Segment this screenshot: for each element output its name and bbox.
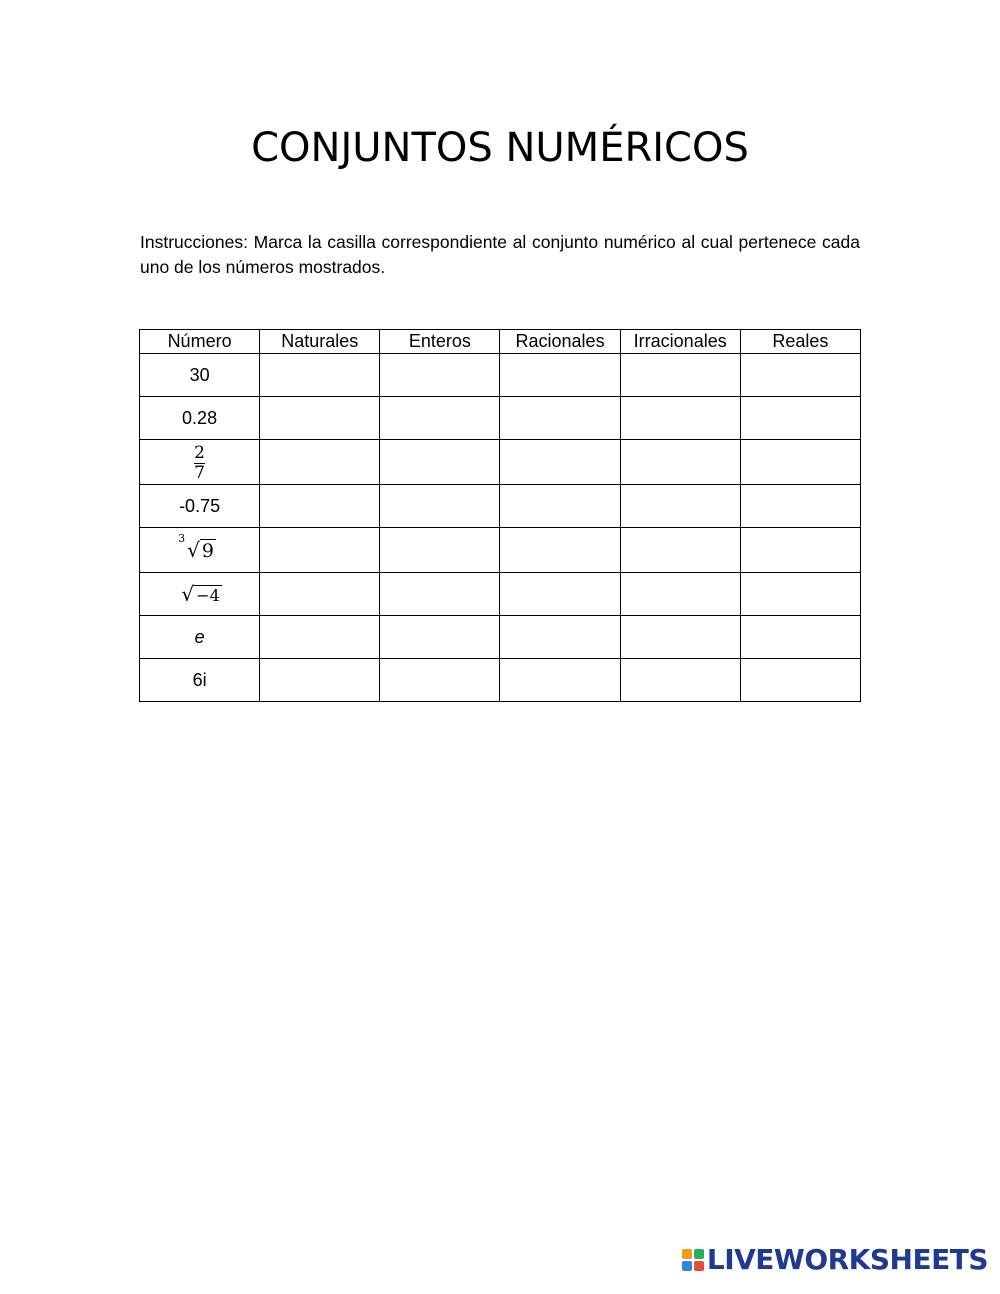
answer-cell-racionales[interactable] [500, 616, 620, 659]
answer-cell-irracionales[interactable] [620, 616, 740, 659]
table-row [140, 485, 861, 528]
number-sets-table [139, 329, 861, 702]
radical-sign: √ [181, 582, 195, 606]
table-row [140, 659, 861, 702]
number-cell: 0.28 [140, 397, 260, 440]
header-reales: Reales [740, 330, 860, 354]
table-row [140, 440, 861, 485]
fraction-denominator: 7 [194, 463, 205, 483]
number-cell [140, 528, 260, 573]
logo-tile [682, 1261, 692, 1271]
answer-cell-naturales[interactable] [260, 485, 380, 528]
answer-cell-enteros[interactable] [380, 616, 500, 659]
number-cell: e [140, 616, 260, 659]
answer-cell-naturales[interactable] [260, 573, 380, 616]
answer-cell-reales[interactable] [740, 528, 860, 573]
square-root [177, 582, 221, 606]
answer-cell-naturales[interactable] [260, 616, 380, 659]
number-cell [140, 573, 260, 616]
header-naturales: Naturales [260, 330, 380, 354]
answer-cell-enteros[interactable] [380, 528, 500, 573]
answer-cell-racionales[interactable] [500, 528, 620, 573]
answer-cell-irracionales[interactable] [620, 354, 740, 397]
cube-root [178, 532, 216, 562]
answer-cell-enteros[interactable] [380, 354, 500, 397]
header-numero: Número [140, 330, 260, 354]
answer-cell-racionales[interactable] [500, 354, 620, 397]
logo-text: LIVEWORKSHEETS [706, 1243, 988, 1276]
table-row [140, 528, 861, 573]
answer-cell-racionales[interactable] [500, 485, 620, 528]
answer-cell-naturales[interactable] [260, 440, 380, 485]
table-row [140, 573, 861, 616]
answer-cell-irracionales[interactable] [620, 528, 740, 573]
answer-cell-racionales[interactable] [500, 573, 620, 616]
answer-cell-reales[interactable] [740, 659, 860, 702]
answer-cell-naturales[interactable] [260, 659, 380, 702]
answer-cell-naturales[interactable] [260, 354, 380, 397]
radical-sign: √ [187, 538, 200, 562]
answer-cell-enteros[interactable] [380, 397, 500, 440]
liveworksheets-logo [682, 1243, 988, 1276]
answer-cell-reales[interactable] [740, 354, 860, 397]
answer-cell-racionales[interactable] [500, 659, 620, 702]
answer-cell-racionales[interactable] [500, 440, 620, 485]
answer-cell-irracionales[interactable] [620, 485, 740, 528]
answer-cell-enteros[interactable] [380, 440, 500, 485]
fraction [194, 445, 205, 482]
logo-tile [694, 1261, 704, 1271]
header-irracionales: Irracionales [620, 330, 740, 354]
root-index: 3 [178, 532, 186, 545]
answer-cell-reales[interactable] [740, 616, 860, 659]
instructions-text: Instrucciones: Marca la casilla correspondiente al conjunto numérico al cual pertenece cada uno de los números mostrados. [140, 232, 860, 277]
answer-cell-reales[interactable] [740, 573, 860, 616]
logo-tile [682, 1249, 692, 1259]
header-racionales: Racionales [500, 330, 620, 354]
radicand: −4 [196, 586, 220, 605]
logo-icon [682, 1249, 704, 1271]
answer-cell-enteros[interactable] [380, 659, 500, 702]
answer-cell-naturales[interactable] [260, 528, 380, 573]
answer-cell-irracionales[interactable] [620, 440, 740, 485]
table-row [140, 354, 861, 397]
number-cell: 30 [140, 354, 260, 397]
answer-cell-irracionales[interactable] [620, 573, 740, 616]
answer-cell-reales[interactable] [740, 440, 860, 485]
answer-cell-enteros[interactable] [380, 573, 500, 616]
answer-cell-irracionales[interactable] [620, 397, 740, 440]
fraction-numerator: 2 [194, 443, 205, 463]
answer-cell-enteros[interactable] [380, 485, 500, 528]
answer-cell-irracionales[interactable] [620, 659, 740, 702]
radicand: 9 [201, 540, 214, 562]
answer-cell-reales[interactable] [740, 485, 860, 528]
number-cell [140, 440, 260, 485]
answer-cell-reales[interactable] [740, 397, 860, 440]
table-header-row [140, 330, 861, 354]
header-enteros: Enteros [380, 330, 500, 354]
answer-cell-naturales[interactable] [260, 397, 380, 440]
number-cell: -0.75 [140, 485, 260, 528]
number-cell: 6i [140, 659, 260, 702]
logo-tile [694, 1249, 704, 1259]
table-row [140, 397, 861, 440]
answer-cell-racionales[interactable] [500, 397, 620, 440]
page-title: CONJUNTOS NUMÉRICOS [251, 125, 749, 171]
table-row [140, 616, 861, 659]
